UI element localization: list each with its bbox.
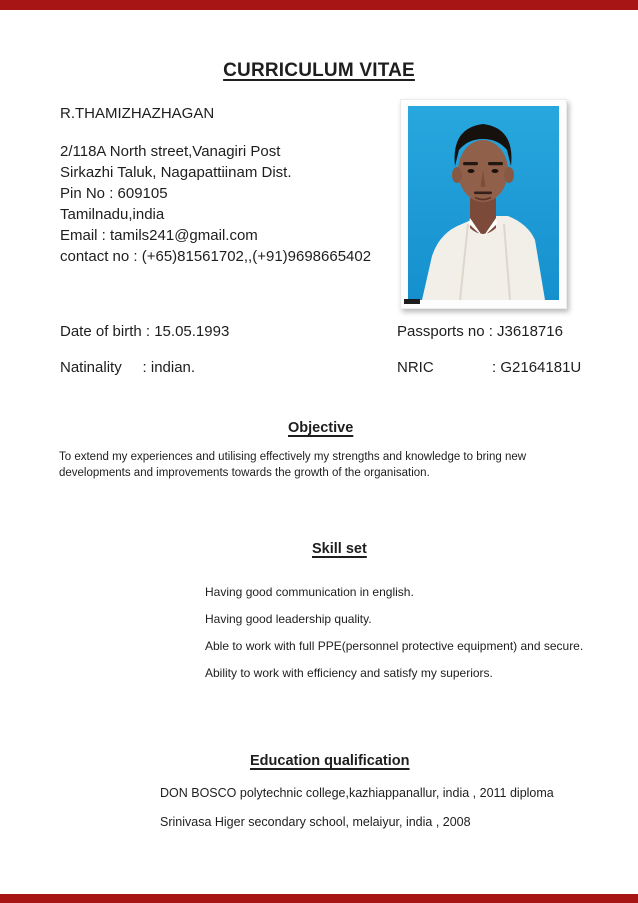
skill-item: Having good leadership quality.	[205, 612, 372, 626]
skill-item: Having good communication in english.	[205, 585, 414, 599]
address-line: Tamilnadu,india	[60, 206, 165, 223]
ear	[504, 167, 514, 183]
skill-item: Ability to work with efficiency and satisfy my superiors.	[205, 666, 493, 680]
address-line: Sirkazhi Taluk, Nagapattiinam Dist.	[60, 164, 292, 181]
passport-photo	[400, 99, 567, 309]
portrait-illustration	[408, 106, 559, 300]
page-top-edge	[0, 0, 638, 10]
page-title-text: CURRICULUM VITAE	[223, 60, 415, 81]
portrait-image	[408, 106, 559, 300]
candidate-name: R.THAMIZHAZHAGAN	[60, 105, 215, 122]
ear	[452, 167, 462, 183]
passport-number: Passports no : J3618716	[397, 323, 563, 340]
page-bottom-edge	[0, 894, 638, 903]
nationality: Natinality : indian.	[60, 359, 196, 376]
address-block	[60, 141, 371, 267]
education-heading: Education qualification	[250, 753, 410, 769]
date-of-birth: Date of birth : 15.05.1993	[60, 323, 230, 340]
page-title	[0, 60, 638, 82]
nric-number: NRIC : G2164181U	[397, 359, 582, 376]
education-item: Srinivasa Higer secondary school, melaiyur, india , 2008	[160, 815, 471, 829]
skill-list	[205, 585, 583, 693]
education-list	[160, 786, 554, 844]
contact-line: contact no : (+65)81561702,,(+91)9698665402	[60, 248, 372, 265]
skill-item: Able to work with full PPE(personnel protective equipment) and secure.	[205, 639, 584, 653]
address-line: 2/118A North street,Vanagiri Post	[60, 143, 281, 160]
objective-heading: Objective	[288, 420, 354, 436]
neck	[470, 198, 496, 234]
skillset-heading: Skill set	[312, 541, 367, 557]
education-item: DON BOSCO polytechnic college,kazhiappanallur, india , 2011 diploma	[160, 786, 554, 800]
photo-corner-mark	[404, 299, 420, 304]
objective-text: To extend my experiences and utilising effectively my strengths and knowledge to bring new developments and improvements towards the growth of the organisation.	[59, 451, 527, 479]
address-line: Pin No : 609105	[60, 185, 168, 202]
email-line: Email : tamils241@gmail.com	[60, 227, 258, 244]
